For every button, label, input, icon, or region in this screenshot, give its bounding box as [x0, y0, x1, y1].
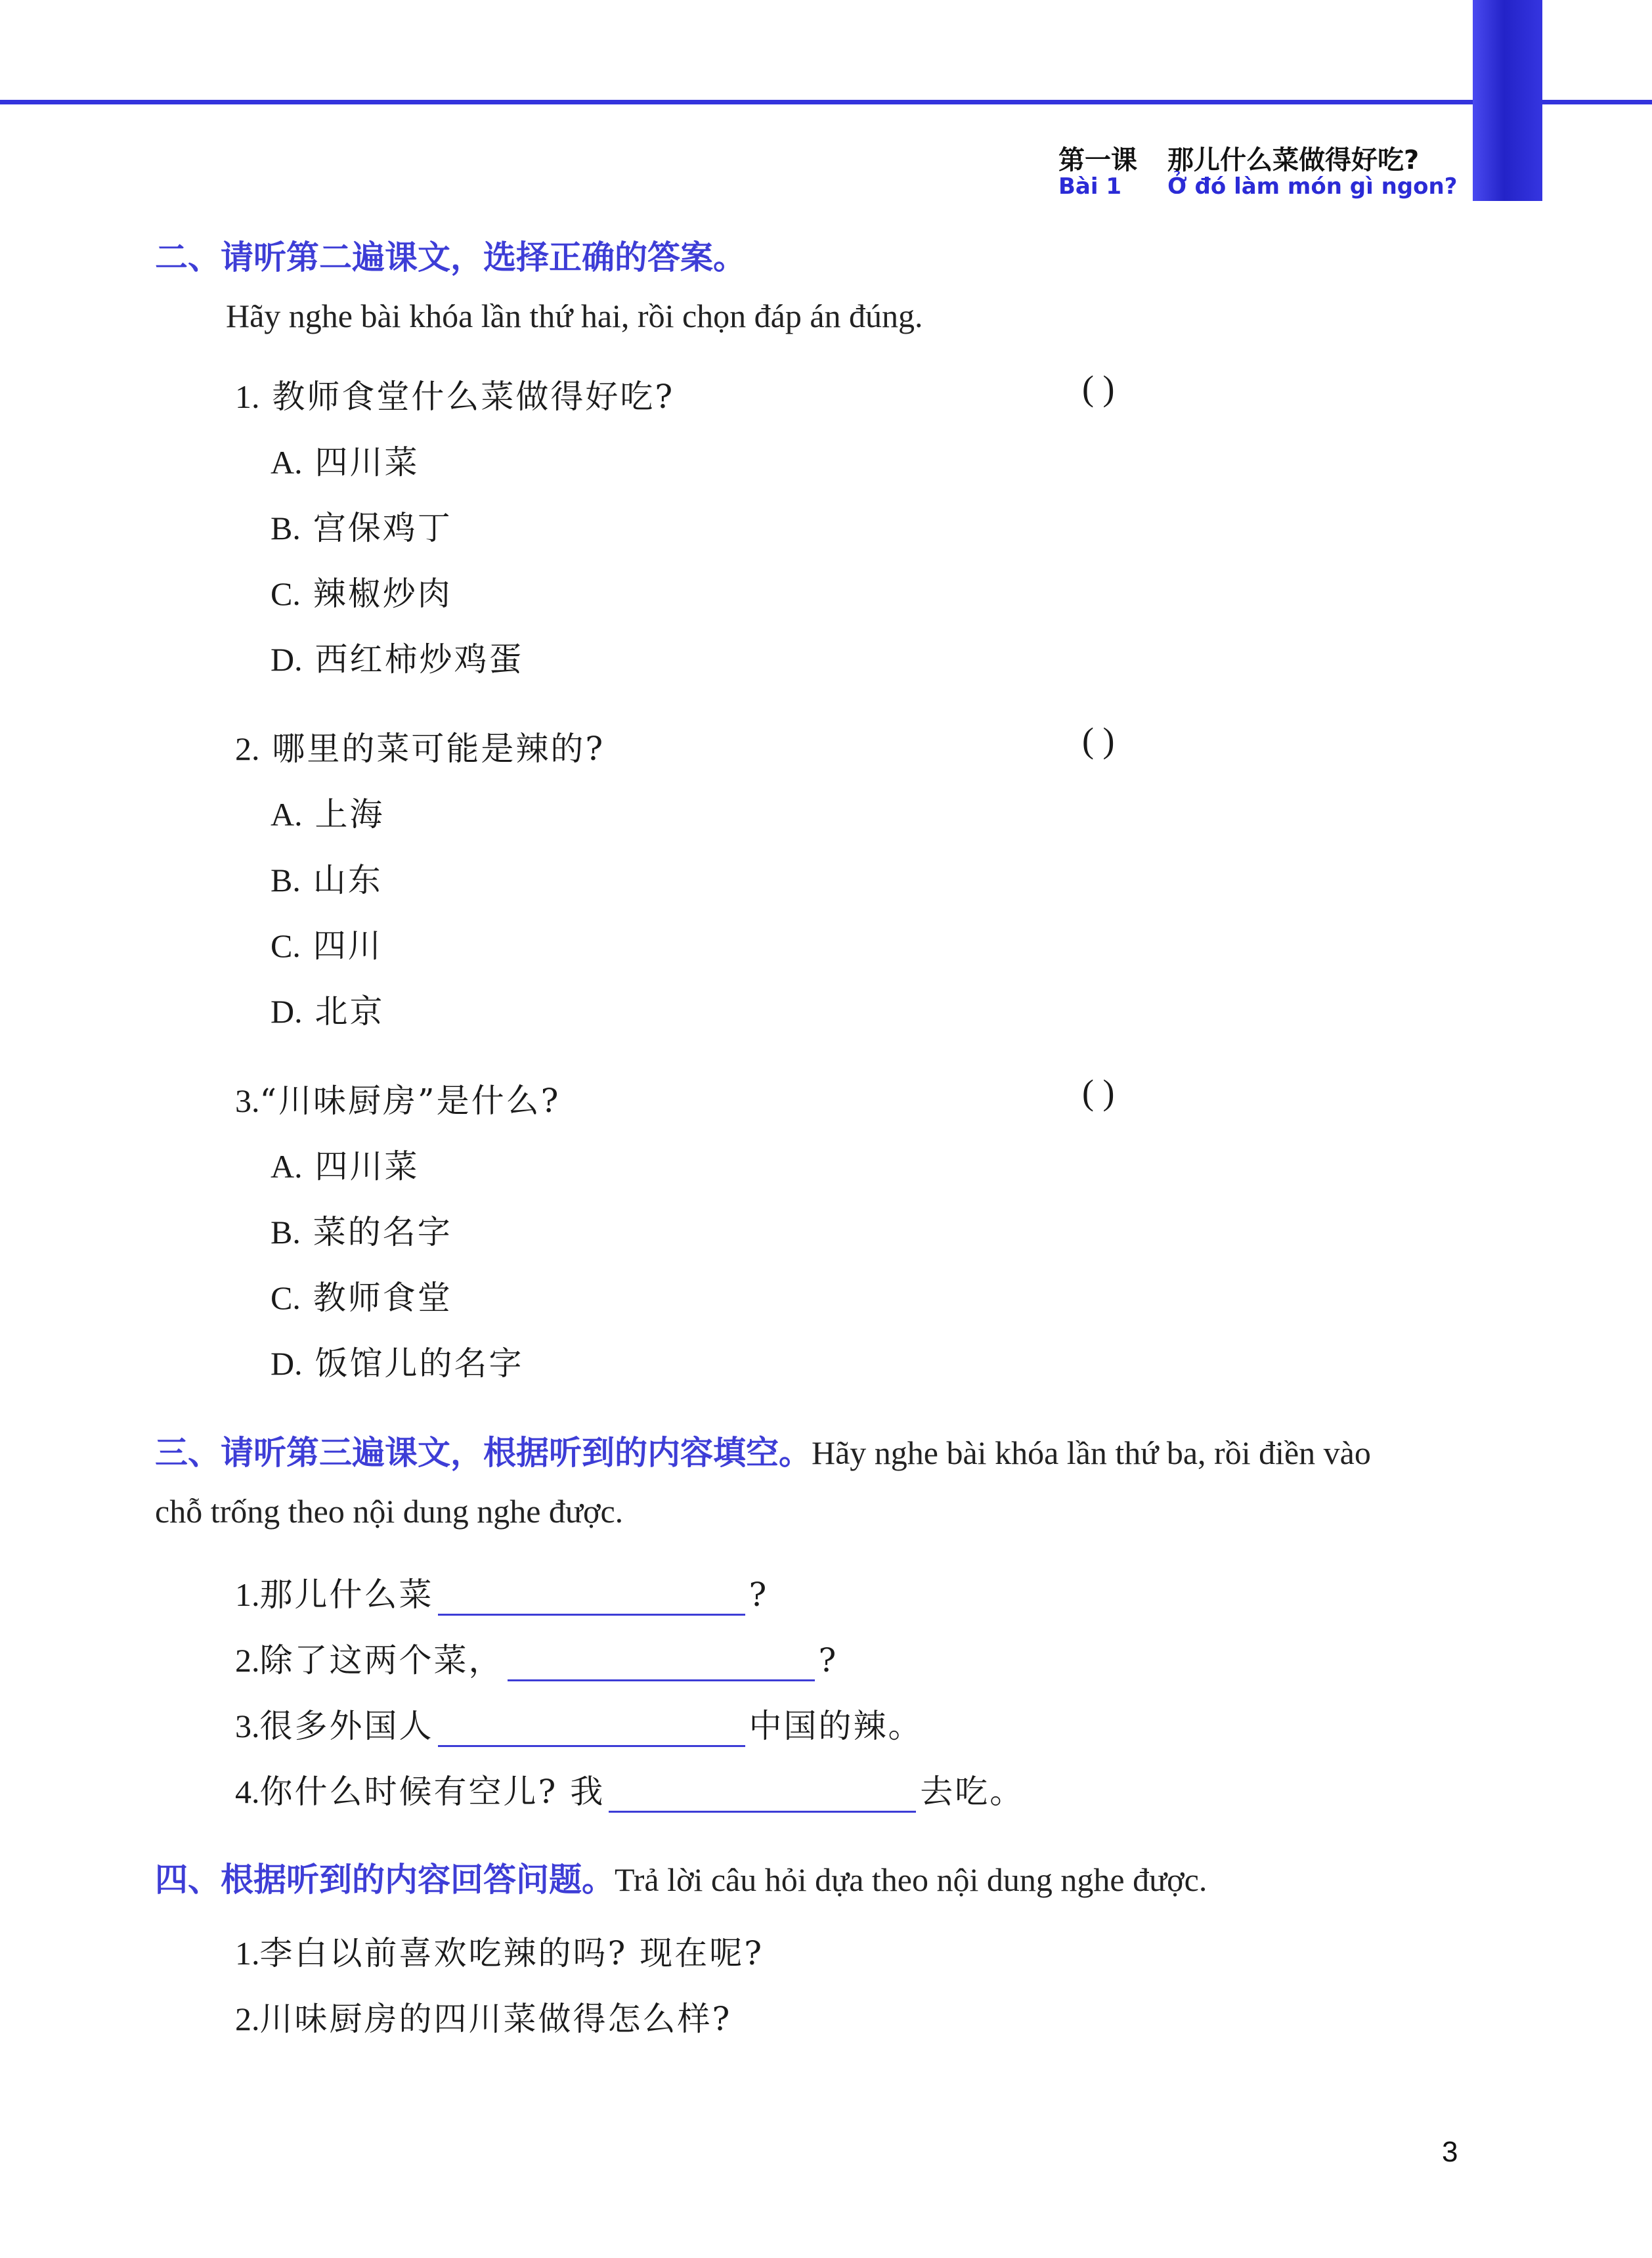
- question-text: 教师食堂什么菜做得好吃?: [272, 378, 675, 416]
- lesson-title-cn: 那儿什么菜做得好吃?: [1167, 145, 1420, 175]
- section-4-heading: 四、根据听到的内容回答问题。: [155, 1861, 615, 1899]
- section-4-heading-line: [155, 1853, 1207, 1901]
- option-3a[interactable]: A. 四川菜: [271, 1147, 420, 1185]
- fill-blank[interactable]: [438, 1580, 745, 1616]
- section-3-instruction-cont: chỗ trống theo nội dung nghe được.: [155, 1493, 624, 1530]
- question-text: 哪里的菜可能是辣的?: [272, 730, 605, 768]
- option-1d[interactable]: D. 西红柿炒鸡蛋: [271, 640, 524, 678]
- fill-item-2: 2.除了这两个菜， ?: [235, 1634, 838, 1681]
- page-number: 3: [1442, 2136, 1458, 2168]
- option-2d[interactable]: D. 北京: [271, 992, 385, 1030]
- section-2-heading: 二、请听第二遍课文，选择正确的答案。: [155, 238, 746, 277]
- answer-parentheses-2[interactable]: ( ): [1082, 720, 1115, 760]
- option-1b[interactable]: B. 宫保鸡丁: [271, 509, 452, 547]
- question-text: “川味厨房”是什么?: [259, 1082, 561, 1120]
- question-2: [235, 722, 605, 770]
- option-3b[interactable]: B. 菜的名字: [271, 1213, 452, 1251]
- option-1a[interactable]: A. 四川菜: [271, 443, 420, 481]
- answer-parentheses-1[interactable]: ( ): [1082, 368, 1115, 408]
- option-2a[interactable]: A. 上海: [271, 795, 385, 833]
- section-4-instruction: Trả lời câu hỏi dựa theo nội dung nghe được.: [615, 1861, 1207, 1898]
- lesson-number-vi: Bài 1: [1058, 173, 1122, 200]
- question-number: 1.: [235, 378, 260, 415]
- chapter-tab-marker: [1473, 0, 1542, 201]
- answer-question-2: 2.川味厨房的四川菜做得怎么样?: [235, 2000, 732, 2038]
- answer-parentheses-3[interactable]: ( ): [1082, 1073, 1115, 1112]
- fill-item-1: 1.那儿什么菜 ?: [235, 1568, 768, 1616]
- option-1c[interactable]: C. 辣椒炒肉: [271, 575, 452, 613]
- fill-item-4: 4.你什么时候有空儿? 我 去吃。: [235, 1765, 1024, 1813]
- section-3-instruction: Hãy nghe bài khóa lần thứ ba, rồi điền vào: [812, 1434, 1371, 1471]
- option-2b[interactable]: B. 山东: [271, 861, 383, 899]
- option-3c[interactable]: C. 教师食堂: [271, 1279, 452, 1317]
- question-number: 3.: [235, 1082, 260, 1119]
- section-3-heading-line: [155, 1427, 1371, 1474]
- section-3-heading: 三、请听第三遍课文，根据听到的内容填空。: [155, 1434, 812, 1472]
- fill-blank[interactable]: [508, 1645, 815, 1681]
- question-3: [235, 1074, 560, 1122]
- fill-blank[interactable]: [438, 1711, 745, 1747]
- answer-question-1: 1.李白以前喜欢吃辣的吗? 现在呢?: [235, 1934, 764, 1972]
- section-2-instruction: Hãy nghe bài khóa lần thứ hai, rồi chọn đáp án đúng.: [226, 298, 923, 334]
- fill-item-3: 3.很多外国人 中国的辣。: [235, 1700, 923, 1747]
- question-1: [235, 370, 674, 418]
- header-rule: [0, 100, 1652, 104]
- lesson-number-cn: 第一课: [1058, 145, 1137, 175]
- lesson-title-vi: Ở đó làm món gì ngon?: [1167, 173, 1458, 200]
- option-2c[interactable]: C. 四川: [271, 927, 383, 965]
- fill-blank[interactable]: [609, 1777, 916, 1813]
- option-3d[interactable]: D. 饭馆儿的名字: [271, 1344, 524, 1383]
- question-number: 2.: [235, 730, 260, 767]
